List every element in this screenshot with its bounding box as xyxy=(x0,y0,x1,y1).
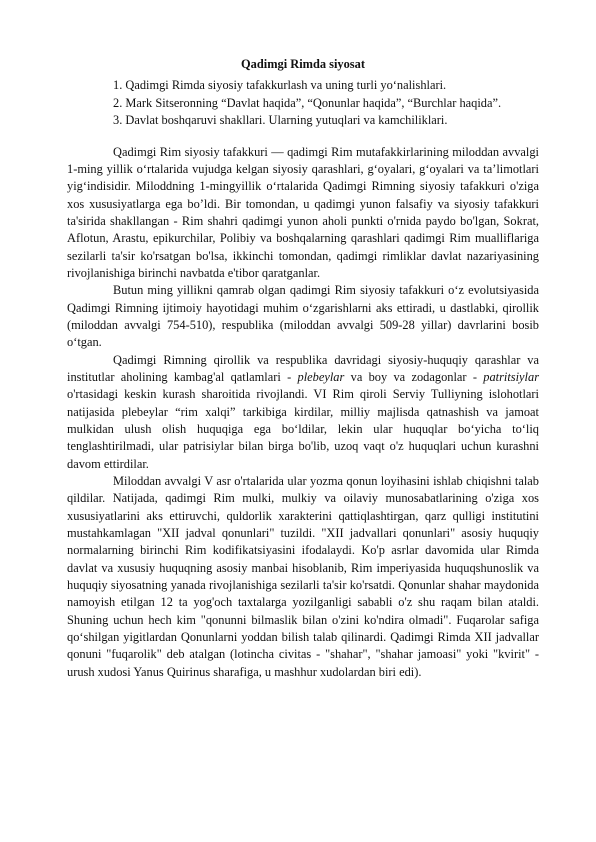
topics-list xyxy=(67,77,539,130)
topic-item: 1. Qadimgi Rimda siyosiy tafakkurlash va uning turli yo‘nalishlari. xyxy=(113,78,447,92)
paragraph-royal-republic xyxy=(67,352,539,473)
topic-item: 2. Mark Sitseronning “Davlat haqida”, “Qonunlar haqida”, “Burchlar haqida”. xyxy=(113,95,502,110)
document-title: Qadimgi Rimda siyosat xyxy=(241,57,365,71)
paragraph-text: o'rtasidagi keskin kurash sharoitida rivojlandi. VI Rim qiroli Serviy Tulliyning islohotlari natijasida plebeylar “rim xalqi” tarkibiga kirdilar, milliy majlisda qatnashish va jamoat mulkidan ulush olish huquqiga ega bo‘ldilar, lekin ular huquqlar bo‘yicha to‘liq tenglashtirilmadi, ular patrisiylar bilan birga bo'lib, uzoq vaqt o'z huquqlari uchun kurashni davom ettirdilar. xyxy=(67,387,539,471)
term-patritsiylar: patritsiylar xyxy=(483,369,540,384)
paragraph-evolution: Butun ming yillikni qamrab olgan qadimgi Rim siyosiy tafakkuri o‘z evolutsiyasida Qadimgi Rimning ijtimoiy hayotidagi muhim o‘zgarishlarni aks ettiradi, u dastlabki, qirollik (miloddan avvalgi 754-510), respublika (miloddan avvalgi 509-28 yillar) davrlarini bosib o‘tgan. xyxy=(67,283,539,350)
term-plebeylar: plebeylar xyxy=(297,369,345,384)
paragraph-text: va boy va zodagonlar - xyxy=(344,369,484,384)
paragraph-intro: Qadimgi Rim siyosiy tafakkuri — qadimgi Rim mutafakkirlarining miloddan avvalgi 1-ming yillik o‘rtalarida vujudga kelgan siyosiy qarashlari, g‘oyalari, g‘oyalari va ta’limotlari yig‘indisidir. Miloddning 1-mingyillik o‘rtalarida Qadimgi Rimning siyosiy tafakkuri o'ziga xos xususiyatlarga ega bo’ldi. Bir tomondan, u qadimgi yunon falsafiy va siyosiy tafakkuri ta'sirida shakllangan - Rim shahri qadimgi yunon aholi punkti o'rnida paydo bo'lgan, Sokrat, Aflotun, Arastu, epikurchilar, Polibiy va boshqalarning qarashlari qadimgi Rim mualliflariga sezilarli ta'sir ko'rsatgan bo'lsa, ikkinchi tomondan, qadimgi rimliklar davlat nazariyasining rivojlanishiga birinchi navbatda e'tibor qaratganlar. xyxy=(67,144,539,280)
paragraph-text: Qadimgi Rimning qirollik va respublika davridagi siyosiy-huquqiy qarashlar va institutlar aholining kambag'al qatlamlari - xyxy=(67,352,539,384)
topic-item: 3. Davlat boshqaruvi shakllari. Ularning yutuqlari va kamchiliklari. xyxy=(113,113,448,127)
paragraph-twelve-tables: Miloddan avvalgi V asr o'rtalarida ular yozma qonun loyihasini ishlab chiqishni talab qildilar. Natijada, qadimgi Rim mulki, mulkiy va oilaviy munosabatlarining o'ziga xos xususiyatlarini aks ettiruvchi, quldorlik xarakterini qattiqlashtirgan, qarz qulligi institutini mustahkamlagan "XII jadval qonunlari" tuzildi. "XII jadvallari qonunlari" asosiy huquqiy normalarning birinchi Rim kodifikatsiyasini ifodalaydi. Ko'p asrlar davomida ular Rimda davlat va xususiy huquqning asosiy manbai hisoblanib, Rim imperiyasida huquqshunoslik va huquqiy siyosatning yanada rivojlanishiga sezilarli ta'sir ko'rsatdi. Qonunlar shahar maydonida namoyish etilgan 12 ta yog'och taxtalarga yozilganligi sababli o'z shu raqam bilan ataldi. Shuning uchun hech kim "qonunni bilmaslik bilan o'zini ko'ndira olmadi". Fuqarolar safiga qo‘shilgan yigitlardan Qonunlarni yoddan bilish talab qilinardi. Qadimgi Rimda XII jadvallar qonuni "fuqarolik" deb atalgan (lotincha civitas - "shahar", "shahar jamoasi" yoki "kvirit" - urush xudosi Yanus Quirinus sharafiga, u mashhur xudolardan biri edi). xyxy=(67,474,539,679)
